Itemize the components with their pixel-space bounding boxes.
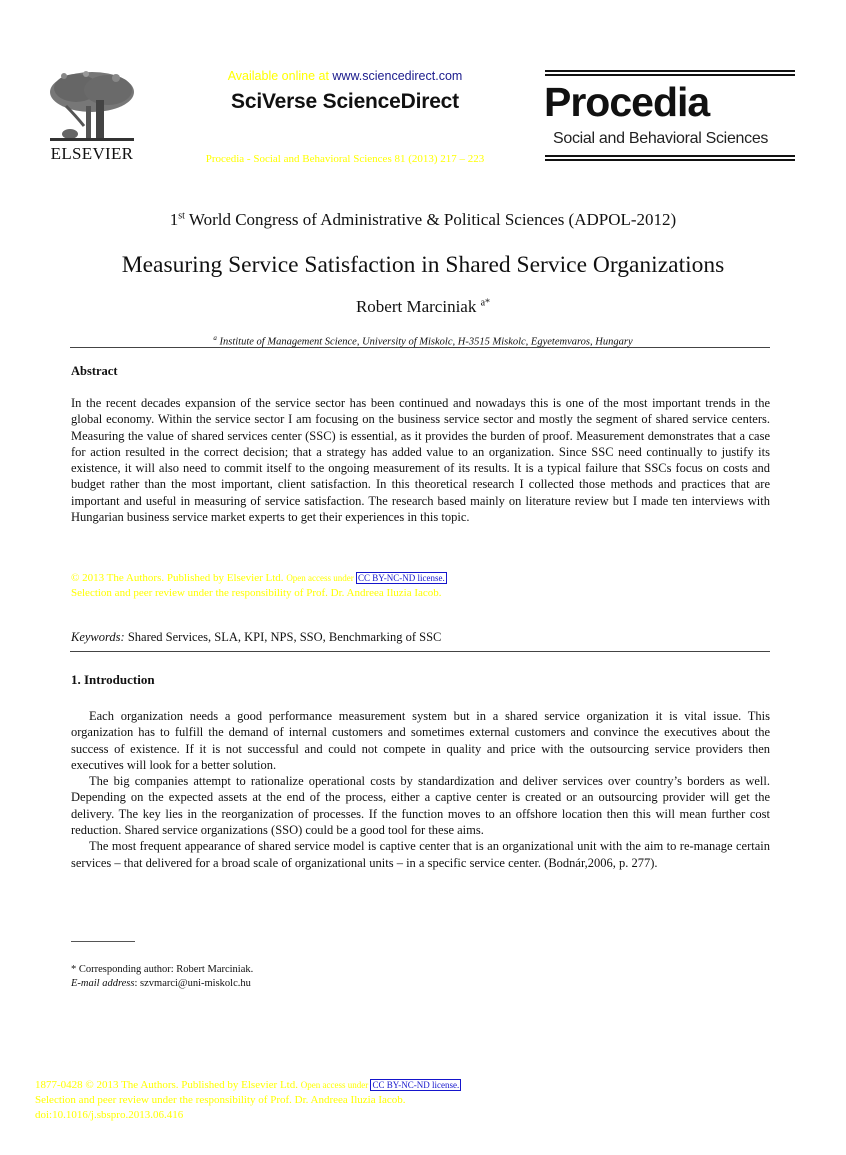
procedia-rule-bottom — [545, 155, 795, 161]
introduction-body — [71, 708, 770, 871]
issn-line — [35, 1078, 461, 1093]
procedia-rule-top — [545, 70, 795, 76]
paragraph: The big companies attempt to rationalize operational costs by standardization and deliver services over country’s borders as well. Depending on the expected assets at the end of the process, either a captive center is created or an outsourcing provider will get the delivery. The key lies in the reorganization of processes. If the function moves to an offshore location then this will mean further cost reduction. Shared service organizations (SSO) could be a good tool for these aims. — [71, 774, 770, 838]
congress-ordinal-suffix: st — [178, 210, 185, 222]
corresponding-author: * Corresponding author: Robert Marciniak. — [71, 964, 254, 975]
divider — [70, 651, 770, 652]
author-marks: a* — [480, 297, 491, 309]
available-online-line — [150, 69, 540, 83]
keywords-values: Shared Services, SLA, KPI, NPS, SSO, Benchmarking of SSC — [124, 630, 442, 644]
cc-license-link[interactable]: CC BY-NC-ND license. — [358, 573, 445, 583]
email-label: E-mail address — [71, 978, 135, 989]
cc-license-link[interactable]: CC BY-NC-ND license. — [372, 1080, 460, 1090]
elsevier-logo — [40, 66, 144, 170]
author-line — [0, 297, 846, 317]
keywords-label: Keywords: — [71, 630, 125, 644]
footnote — [71, 963, 253, 991]
paragraph: The most frequent appearance of shared service model is captive center that is an organizational unit with the aim to re-manage certain services – that delivered for a broad scale of organizational units – in a specific service center. (Bodnár,2006, p. 277). — [71, 839, 770, 870]
paragraph: Each organization needs a good performance measurement system but in a shared service organization it is vital issue. This organization has to fulfill the demand of internal customers and sometimes external customers and convince the executives about the success of existence. If it is not successful and could not compete in quality and price with the outsourcing service providers then executives will look for a better solution. — [71, 709, 770, 772]
email-address[interactable]: : szvmarci@uni-miskolc.hu — [134, 978, 251, 989]
affiliation-mark: a — [213, 334, 217, 342]
congress-title: World Congress of Administrative & Political Sciences (ADPOL-2012) — [184, 210, 677, 229]
sciverse-sciencedirect-logo: SciVerse ScienceDirect — [231, 90, 459, 113]
affiliation — [0, 334, 846, 348]
procedia-subtitle: Social and Behavioral Sciences — [553, 130, 769, 147]
journal-citation: Procedia - Social and Behavioral Sciences 81 (2013) 217 – 223 — [205, 153, 485, 165]
procedia-logo — [545, 70, 795, 164]
congress-ordinal: 1 — [169, 210, 179, 229]
elsevier-tree-icon — [46, 66, 138, 146]
abstract-text: In the recent decades expansion of the service sector has been continued and nowadays this is one of the most important trends in the global economy. Within the service sector I am focusing on the business service sector and mostly the segment of shared service centers. Measuring the value of shared services center (SSC) is essential, as it provides the burden of proof. Measurement demonstrates that a case for action resulted in the correct decision; that a strategy has added value to an organization. Since SSC need continually to justify its existence, it will also need to commit itself to the ongoing measurement of its results. It is a typical failure that SSCs focus on costs and budget rather than the most important, client satisfaction. In this theoretical research I collected those methods and practices that are important and useful in measuring of service satisfaction. The research based mainly on literature review but I made ten interviews with Hungarian business service market experts to get their experiences in this topic. — [71, 396, 770, 525]
procedia-wordmark: Procedia — [544, 79, 710, 125]
paper-title: Measuring Service Satisfaction in Shared Service Organizations — [121, 252, 725, 278]
keywords — [71, 630, 441, 645]
doi-link[interactable]: doi:10.1016/j.sbspro.2013.06.416 — [35, 1109, 184, 1121]
copyright-text: © 2013 The Authors. Published by Elsevier Ltd. — [71, 572, 287, 584]
email-line — [71, 977, 253, 991]
peer-review-line: Selection and peer review under the responsibility of Prof. Dr. Andreea Iluzia Iacob. — [35, 1094, 406, 1106]
divider — [70, 347, 770, 348]
copyright-block — [71, 571, 447, 601]
introduction-heading: 1. Introduction — [71, 672, 155, 687]
issn-text: 1877-0428 © 2013 The Authors. Published by Elsevier Ltd. — [35, 1079, 301, 1091]
author-name: Robert Marciniak — [355, 297, 481, 316]
peer-review-line: Selection and peer review under the responsibility of Prof. Dr. Andreea Iluzia Iacob. — [71, 587, 442, 599]
open-access-text: Open access under — [286, 573, 357, 583]
elsevier-wordmark: ELSEVIER — [50, 144, 134, 163]
footnote-rule — [71, 941, 135, 942]
affiliation-text: Institute of Management Science, University of Miskolc, H-3515 Miskolc, Egyetemvaros, Hungary — [216, 336, 633, 348]
sciencedirect-link[interactable]: www.sciencedirect.com — [332, 69, 463, 83]
copyright-line — [71, 571, 447, 586]
page-footer — [35, 1078, 461, 1123]
open-access-text: Open access under — [300, 1080, 371, 1090]
available-prefix: Available online at — [227, 69, 333, 83]
congress-name — [0, 210, 846, 230]
abstract-heading: Abstract — [71, 364, 118, 378]
